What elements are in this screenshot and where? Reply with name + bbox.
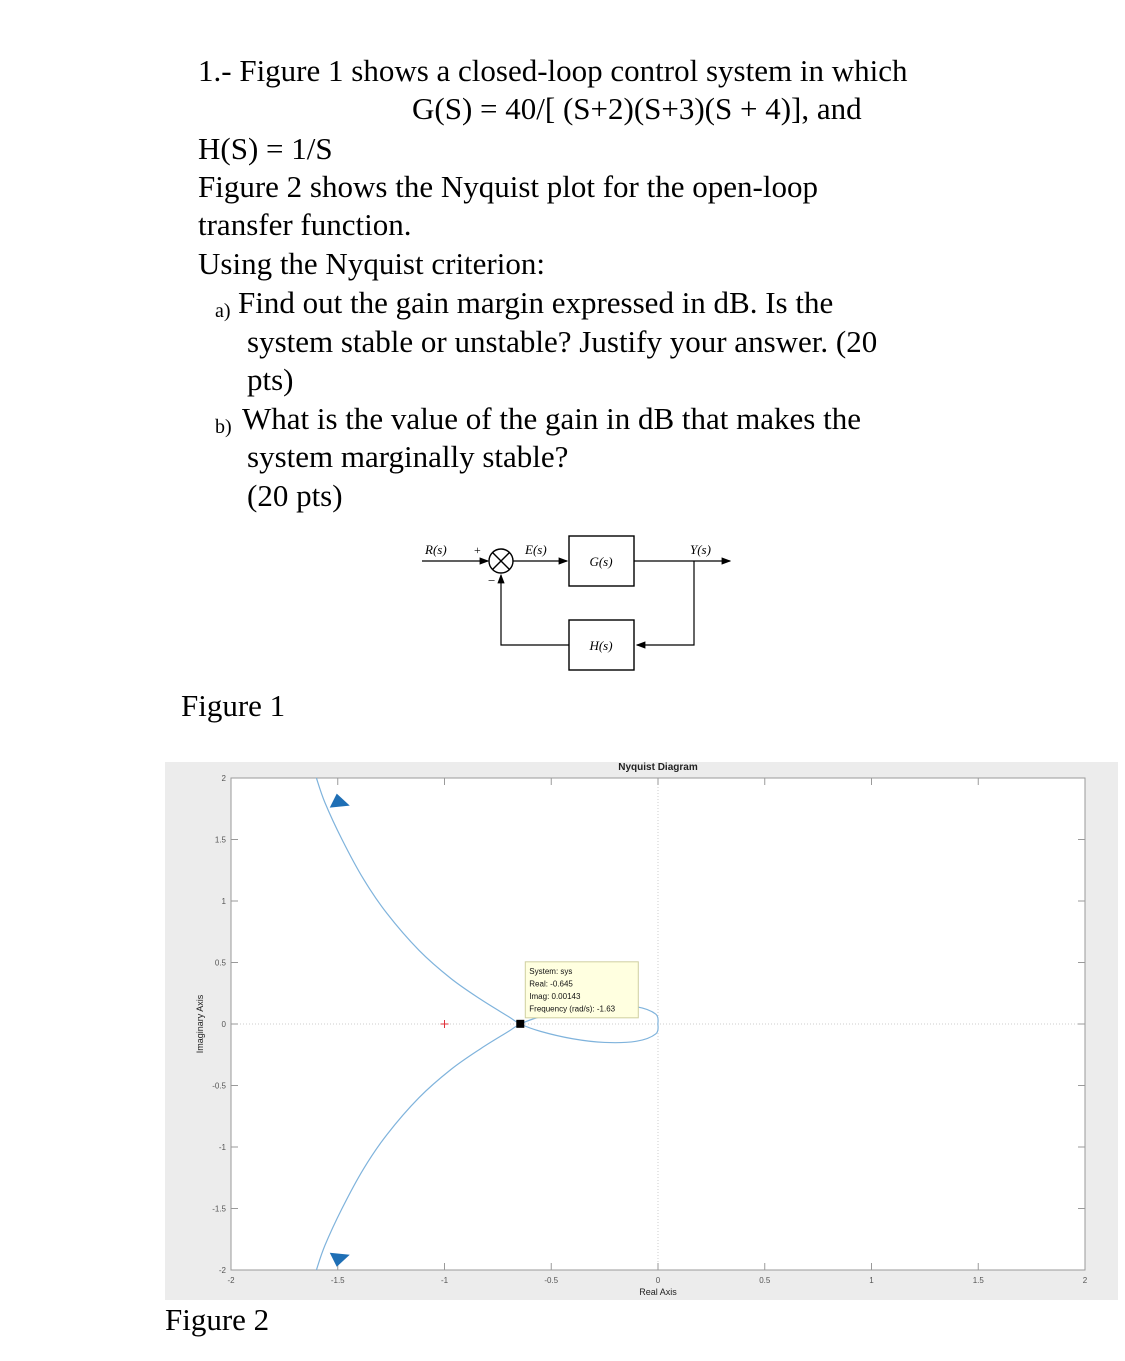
feedback-block-label: H(s) <box>589 638 613 653</box>
part-b-marker: b) <box>215 416 232 438</box>
datatip-line: Frequency (rad/s): -1.63 <box>529 1004 616 1014</box>
x-tick-label: -0.5 <box>544 1276 559 1285</box>
y-tick-label: 1 <box>221 897 226 906</box>
output-label: Y(s) <box>690 542 711 557</box>
datatip-line: System: sys <box>529 966 573 976</box>
forward-block-label: G(s) <box>589 554 613 569</box>
problem-line-6: Using the Nyquist criterion: <box>198 246 545 281</box>
part-a-line-2: system stable or unstable? Justify your answer. (20 <box>247 324 878 359</box>
error-label: E(s) <box>525 542 547 557</box>
y-tick-label: 1.5 <box>214 835 226 845</box>
x-tick-label: 0.5 <box>759 1276 771 1285</box>
chart-title: Nyquist Diagram <box>618 762 698 773</box>
x-tick-label: -1 <box>440 1276 449 1285</box>
y-tick-label: -2 <box>218 1266 226 1275</box>
y-tick-label: 0 <box>221 1020 226 1029</box>
x-tick-label: -1.5 <box>330 1276 345 1285</box>
figure-2-label: Figure 2 <box>165 1302 270 1337</box>
datatip-marker <box>516 1020 524 1028</box>
x-tick-label: 2 <box>1082 1276 1088 1285</box>
minus-sign: − <box>488 573 496 588</box>
x-tick-label: 1.5 <box>972 1276 984 1285</box>
problem-line-1: 1.- Figure 1 shows a closed-loop control system in which <box>198 53 908 88</box>
summing-junction <box>489 549 513 573</box>
part-a-line-3: pts) <box>247 362 294 397</box>
feedback-path-left <box>501 575 569 645</box>
part-a-line-1: Find out the gain margin expressed in dB. Is the <box>238 285 834 320</box>
y-tick-label: 2 <box>221 774 226 783</box>
problem-line-2: G(S) = 40/[ (S+2)(S+3)(S + 4)], and <box>412 91 862 126</box>
datatip-line: Imag: 0.00143 <box>529 991 581 1001</box>
problem-line-5: transfer function. <box>198 207 412 242</box>
y-tick-label: 0.5 <box>214 958 226 968</box>
x-tick-label: 0 <box>655 1276 661 1285</box>
problem-line-4: Figure 2 shows the Nyquist plot for the open-loop <box>198 169 818 204</box>
input-label: R(s) <box>425 542 447 557</box>
plus-sign: + <box>474 543 481 557</box>
y-axis-label: Imaginary Axis <box>195 994 205 1054</box>
part-b-line-2: system marginally stable? <box>247 439 569 474</box>
y-tick-label: -0.5 <box>212 1081 226 1091</box>
feedback-path-right <box>637 561 694 645</box>
datatip-line: Real: -0.645 <box>529 979 573 989</box>
x-axis-label: Real Axis <box>639 1287 677 1297</box>
part-b-line-1: What is the value of the gain in dB that makes the <box>242 401 861 436</box>
nyquist-chart <box>165 762 1118 1300</box>
part-b-line-3: (20 pts) <box>247 478 343 513</box>
y-tick-label: -1 <box>218 1143 226 1152</box>
y-tick-label: -1.5 <box>212 1204 226 1214</box>
figure-1-label: Figure 1 <box>181 688 286 723</box>
problem-line-3: H(S) = 1/S <box>198 131 333 166</box>
block-diagram <box>400 528 760 678</box>
x-tick-label: -2 <box>227 1276 235 1285</box>
part-a-marker: a) <box>215 300 231 322</box>
x-tick-label: 1 <box>869 1276 874 1285</box>
